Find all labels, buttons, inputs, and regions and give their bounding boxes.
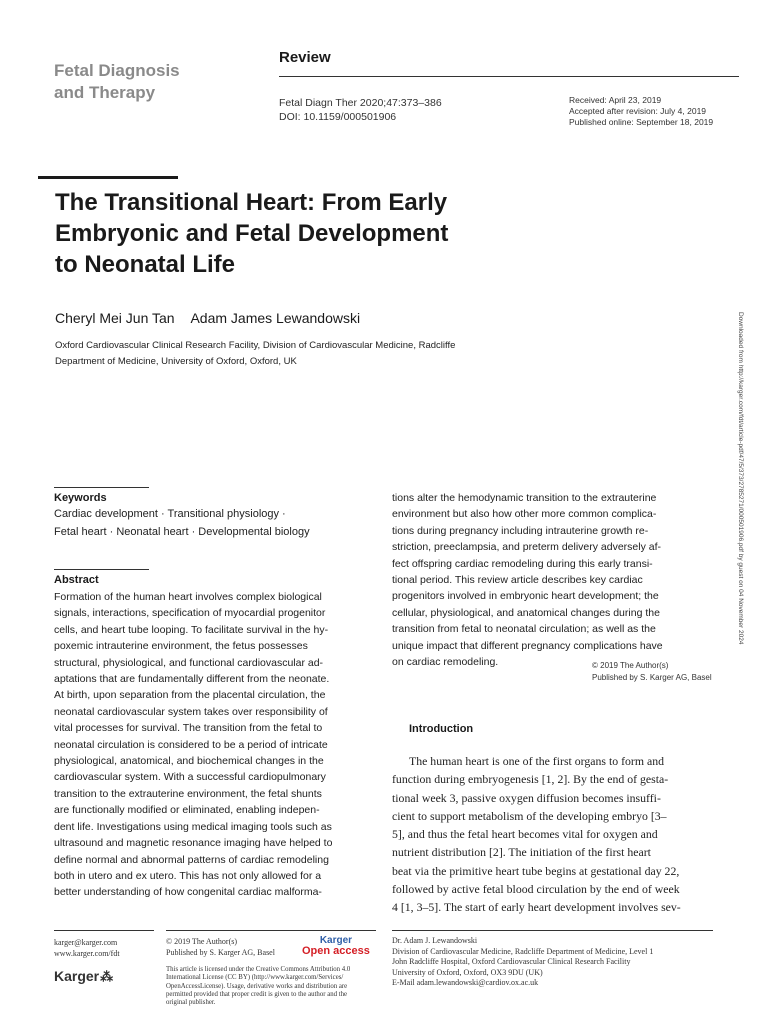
author-name: Cheryl Mei Jun Tan [55, 310, 175, 326]
abstract-line: environment but also how other more common complica- [392, 508, 657, 521]
abstract-line: neonatal cardiovascular system takes over responsibility of [54, 705, 328, 718]
abstract-line: cardiovascular system. With a successful cardiopulmonary [54, 771, 326, 784]
open-access-logo-top: Karger [319, 935, 353, 946]
article-title [55, 187, 555, 280]
intro-line: The human heart is one of the first organs to form and [409, 754, 664, 768]
author-name: Adam James Lewandowski [190, 310, 361, 326]
keywords-line: Fetal heart · Neonatal heart · Developmental biology [54, 526, 310, 538]
abstract-right-column [392, 490, 713, 670]
abstract-line: Formation of the human heart involves complex biological [54, 591, 322, 603]
karger-mark-icon: ⁂ [100, 969, 114, 984]
copyright-line: Published by S. Karger AG, Basel [592, 673, 712, 682]
author-email-link[interactable]: E-Mail adam.lewandowski@cardiov.ox.ac.uk [392, 978, 539, 988]
affiliation-line: Department of Medicine, University of Oxford, Oxford, UK [55, 356, 297, 367]
abstract-line: both in utero and ex utero. This has not only allowed for a [54, 869, 322, 882]
published-date: Published online: September 18, 2019 [569, 117, 714, 127]
footer-rule [166, 930, 376, 931]
received-date: Received: April 23, 2019 [569, 95, 662, 105]
citation-ref: Fetal Diagn Ther 2020;47:373–386 [279, 97, 442, 109]
license-text [166, 966, 378, 1007]
footer-rule [392, 930, 713, 931]
intro-line: nutrient distribution [2]. The initiation of the first heart [392, 845, 651, 860]
copyright-line: © 2019 The Author(s) [592, 661, 669, 670]
abstract-line: cells, and heart tube looping. To facilitate survival in the hy- [54, 623, 329, 636]
author-list [55, 310, 360, 326]
abstract-line: aptations that are fundamentally different from the neonate. [54, 673, 330, 686]
contact-line: University of Oxford, Oxford, OX3 9DU (UK) [392, 967, 543, 977]
publication-dates [569, 95, 713, 128]
abstract-line: At birth, upon separation from the placental circulation, the [54, 689, 326, 702]
intro-line: beat via the primitive heart tube begins at gestational day 22, [392, 863, 680, 878]
abstract-line: transition to the extrauterine environment, the fetal shunts [54, 787, 322, 800]
abstract-left-column [54, 589, 378, 901]
intro-line: tional week 3, passive oxygen diffusion becomes insuffi- [392, 790, 661, 805]
license-line: OpenAccessLicense). Usage, derivative works and distribution are [166, 982, 348, 990]
abstract-line: define normal and abnormal patterns of cardiac remodeling [54, 853, 329, 866]
citation [279, 96, 442, 124]
footer-copyright-line: © 2019 The Author(s) [166, 937, 238, 946]
keywords-line: Cardiac development · Transitional physiology · [54, 508, 286, 520]
publisher-contact [54, 937, 120, 959]
corresponding-author [392, 936, 653, 989]
intro-line: function during embryogenesis [1, 2]. By the end of gesta- [392, 772, 669, 787]
intro-line: cient to support metabolism of the developing embryo [3– [392, 808, 667, 823]
license-line: permitted provided that proper credit is given to the author and the [166, 990, 348, 998]
abstract-line: neonatal circulation is considered to be a period of intricate [54, 738, 328, 751]
abstract-line: on cardiac remodeling. [392, 656, 499, 669]
intro-line: 4 [1, 3–5]. The start of early heart development involves sev- [392, 900, 681, 915]
footer-rule [54, 930, 154, 931]
title-line: The Transitional Heart: From Early [55, 189, 448, 216]
intro-line: followed by active fetal blood circulation by the end of week [392, 882, 680, 897]
accepted-date: Accepted after revision: July 4, 2019 [569, 106, 707, 116]
download-note: Downloaded from http://karger.com/fdt/article-pdf/47/5/373/2785271/000501906.pdf by guest on 04 November 2024 [737, 312, 744, 645]
title-line: Embryonic and Fetal Development [55, 220, 449, 247]
license-line: original publisher. [166, 999, 216, 1007]
contact-line: Dr. Adam J. Lewandowski [392, 936, 478, 945]
journal-name [54, 60, 254, 104]
contact-line: John Radcliffe Hospital, Oxford Cardiovascular Clinical Research Facility [392, 957, 631, 967]
intro-line: 5], and thus the fetal heart becomes vital for oxygen and [392, 827, 658, 842]
abstract-line: are functionally modified or eliminated, enabling indepen- [54, 804, 320, 817]
abstract-line: better understanding of how congenital cardiac malforma- [54, 886, 322, 899]
publisher-email-link[interactable]: karger@karger.com [54, 938, 118, 947]
abstract-line: fect offspring cardiac remodeling during this early transi- [392, 557, 653, 570]
open-access-logo [302, 936, 370, 956]
abstract-line: cellular, physiological, and anatomical changes during the [392, 606, 660, 619]
doi-link[interactable]: DOI: 10.1159/000501906 [279, 111, 397, 123]
keywords-heading: Keywords [54, 492, 107, 504]
license-line: This article is licensed under the Creative Commons Attribution 4.0 [166, 966, 351, 973]
title-rule [38, 176, 178, 179]
karger-logo-text: Karger [54, 968, 100, 984]
footer-copyright [166, 937, 275, 958]
abstract-line: transition from fetal to neonatal circulation; as well as the [392, 623, 656, 636]
abstract-line: signals, interactions, specification of myocardial progenitor [54, 607, 326, 620]
open-access-logo-bottom: Open access [302, 945, 370, 957]
abstract-line: structural, physiological, and functional cardiovascular ad- [54, 656, 324, 669]
license-line: International License (CC BY) (http://www.karger.com/Services/ [166, 974, 344, 982]
abstract-line: unique impact that different pregnancy complications have [392, 639, 663, 652]
title-line: to Neonatal Life [55, 251, 236, 278]
abstract-line: striction, preeclampsia, and preterm delivery adversely af- [392, 541, 662, 554]
abstract-line: tions during pregnancy including intrauterine growth re- [392, 524, 649, 537]
abstract-line: physiological, anatomical, and biochemical changes in the [54, 755, 324, 768]
section-label: Review [279, 49, 331, 66]
abstract-line: tions alter the hemodynamic transition to the extrauterine [392, 492, 657, 504]
header-divider [279, 76, 739, 77]
abstract-heading: Abstract [54, 574, 99, 586]
abstract-line: tional period. This review article describes key cardiac [392, 574, 643, 587]
abstract-line: vital processes for survival. The transition from the fetal to [54, 722, 323, 735]
abstract-copyright [592, 660, 712, 684]
abstract-line: dent life. Investigations using medical imaging tools such as [54, 820, 332, 833]
karger-logo [54, 968, 113, 985]
introduction-heading: Introduction [409, 723, 474, 735]
affiliation [55, 338, 455, 370]
contact-line: Division of Cardiovascular Medicine, Radcliffe Department of Medicine, Level 1 [392, 946, 654, 956]
keywords-rule [54, 487, 149, 488]
introduction-body [392, 752, 713, 917]
journal-name-line2: and Therapy [54, 83, 156, 102]
abstract-line: progenitors involved in embryonic heart development; the [392, 590, 659, 603]
abstract-line: poxemic intrauterine environment, the fetus possesses [54, 640, 308, 653]
footer-publisher-line: Published by S. Karger AG, Basel [166, 947, 275, 957]
affiliation-line: Oxford Cardiovascular Clinical Research Facility, Division of Cardiovascular Medicine, Radcliffe [55, 340, 456, 351]
publisher-web-link[interactable]: www.karger.com/fdt [54, 949, 120, 958]
abstract-line: ultrasound and magnetic resonance imaging have helped to [54, 837, 333, 850]
abstract-rule [54, 569, 149, 570]
journal-name-line1: Fetal Diagnosis [54, 61, 180, 80]
